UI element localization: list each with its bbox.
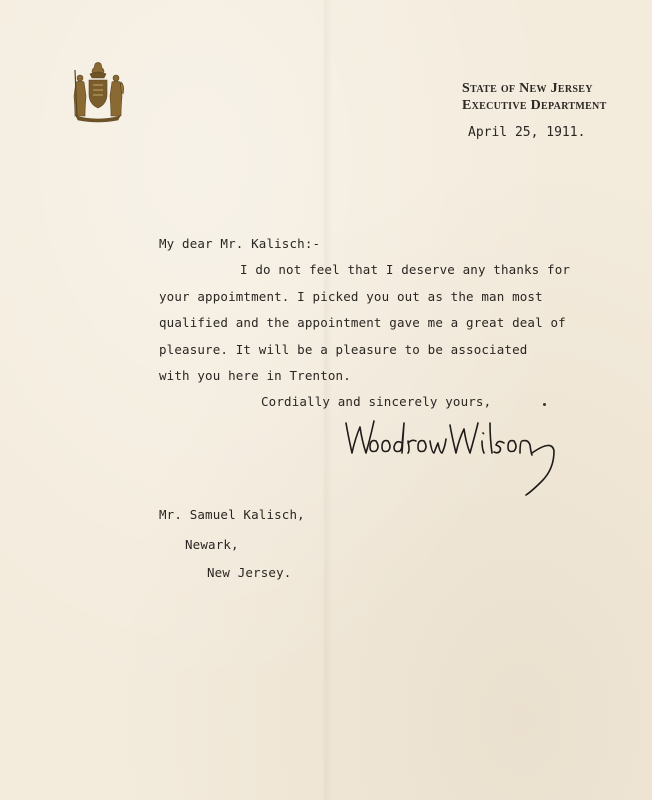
body-line: your appoimtment. I picked you out as the man most xyxy=(159,289,543,304)
body-line: qualified and the appointment gave me a great deal of xyxy=(159,315,566,330)
letterhead-department: Executive Department xyxy=(462,98,607,113)
closing: Cordially and sincerely yours, xyxy=(261,394,492,409)
body-line: with you here in Trenton. xyxy=(159,368,351,383)
salutation: My dear Mr. Kalisch:- xyxy=(159,236,321,251)
addressee-state: New Jersey. xyxy=(207,565,292,580)
letterhead-state: State of New Jersey xyxy=(462,81,593,96)
letterhead xyxy=(462,80,607,114)
addressee-city: Newark, xyxy=(185,537,239,552)
letter-date: April 25, 1911. xyxy=(468,125,586,140)
state-seal-icon xyxy=(66,60,130,124)
body-line: I do not feel that I deserve any thanks for xyxy=(240,262,571,277)
signature xyxy=(336,405,566,505)
body-line: pleasure. It will be a pleasure to be associated xyxy=(159,342,528,357)
addressee-name: Mr. Samuel Kalisch, xyxy=(159,507,305,522)
